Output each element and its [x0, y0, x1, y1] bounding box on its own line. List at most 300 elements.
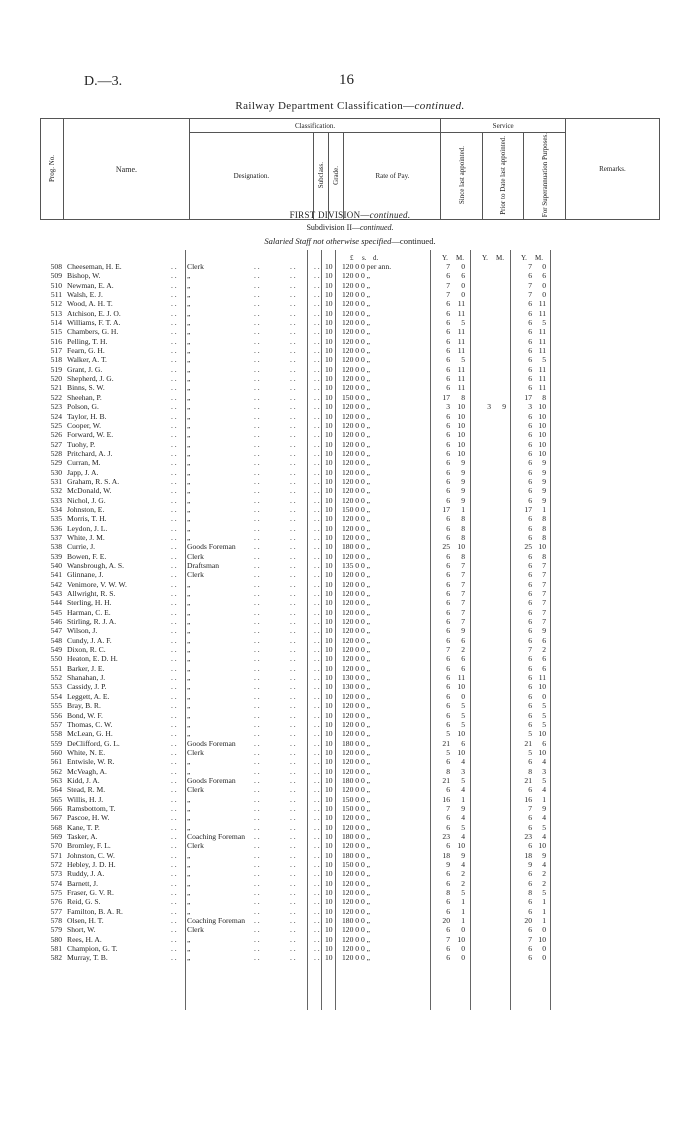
employee-name: White, N. E.	[67, 747, 106, 757]
since-months: 11	[457, 299, 465, 309]
table-row	[40, 925, 660, 934]
designation: Clerk	[187, 262, 204, 271]
prog-no: 511	[50, 290, 62, 300]
prog-no: 575	[50, 888, 62, 898]
super-years: 8	[528, 766, 532, 776]
super-months: 6	[542, 271, 546, 281]
rate-of-pay: 120 0 0 „	[342, 953, 371, 963]
since-months: 7	[461, 561, 465, 570]
grade: 10	[325, 794, 333, 804]
since-years: 6	[446, 925, 450, 935]
table-row	[40, 813, 660, 822]
leader-dots: . .	[290, 542, 296, 552]
leader-dots: . .	[314, 458, 320, 468]
super-months: 2	[542, 645, 546, 655]
since-years: 20	[442, 916, 450, 926]
grade: 10	[325, 635, 333, 645]
prog-no: 526	[50, 430, 62, 440]
grade: 10	[325, 346, 333, 356]
leader-dots: . .	[314, 934, 320, 944]
leader-dots: . .	[254, 495, 260, 505]
grade: 10	[325, 280, 333, 290]
super-years: 6	[528, 785, 532, 795]
leader-dots: . .	[254, 318, 260, 328]
prog-no: 553	[50, 682, 62, 692]
designation: „	[187, 906, 191, 916]
employee-name: Champion, G. T.	[67, 944, 118, 954]
super-years: 6	[528, 617, 532, 627]
leader-dots: . .	[171, 766, 177, 776]
since-years: 8	[446, 888, 450, 898]
table-row	[40, 524, 660, 533]
super-months: 7	[542, 598, 546, 608]
prog-no: 555	[50, 701, 62, 711]
employee-name: Dixon, R. C.	[67, 645, 106, 655]
prog-no: 568	[50, 822, 62, 832]
since-years: 8	[446, 766, 450, 776]
employee-name: Tuohy, P.	[67, 439, 96, 449]
super-years: 6	[528, 906, 532, 916]
grade: 10	[325, 757, 333, 767]
grade: 10	[325, 673, 333, 683]
designation: „	[187, 411, 191, 421]
leader-dots: . .	[290, 822, 296, 832]
leader-dots: . .	[290, 570, 296, 580]
designation: „	[187, 757, 191, 767]
prog-no: 532	[50, 486, 62, 496]
table-row	[40, 626, 660, 635]
table-row	[40, 552, 660, 561]
table-row	[40, 869, 660, 878]
since-years: 6	[446, 383, 450, 393]
leader-dots: . .	[171, 860, 177, 869]
prog-no: 508	[50, 262, 62, 271]
leader-dots: . .	[314, 953, 320, 963]
leader-dots: . .	[254, 598, 260, 608]
leader-dots: . .	[314, 635, 320, 645]
prog-no: 513	[50, 308, 62, 318]
staff-list	[40, 262, 660, 963]
rate-of-pay: 180 0 0 „	[342, 831, 371, 841]
designation: „	[187, 710, 191, 720]
super-months: 0	[542, 944, 546, 954]
employee-name: Murray, T. B.	[67, 953, 108, 963]
employee-name: Allwright, R. S.	[67, 589, 116, 599]
designation: Coaching Foreman	[187, 916, 245, 926]
leader-dots: . .	[171, 869, 177, 879]
grade: 10	[325, 411, 333, 421]
designation: „	[187, 448, 191, 458]
table-row	[40, 533, 660, 542]
since-years: 6	[446, 271, 450, 281]
leader-dots: . .	[171, 710, 177, 720]
rate-of-pay: 120 0 0 „	[342, 514, 371, 524]
employee-name: Wood, A. H. T.	[67, 299, 113, 309]
page-identifier: D.—3.	[84, 74, 123, 89]
prog-no: 554	[50, 691, 62, 701]
leader-dots: . .	[290, 290, 296, 300]
since-months: 6	[461, 271, 465, 281]
leader-dots: . .	[314, 673, 320, 683]
since-years: 6	[446, 439, 450, 449]
grade: 10	[325, 785, 333, 795]
employee-name: McLean, G. H.	[67, 729, 113, 739]
table-row	[40, 682, 660, 691]
employee-name: Atchison, E. J. O.	[67, 308, 121, 318]
leader-dots: . .	[171, 925, 177, 935]
leader-dots: . .	[290, 579, 296, 589]
since-years: 6	[446, 476, 450, 486]
since-months: 10	[457, 934, 465, 944]
since-years: 6	[446, 523, 450, 533]
grade: 10	[325, 897, 333, 907]
leader-dots: . .	[290, 448, 296, 458]
employee-name: Bond, W. F.	[67, 710, 103, 720]
rate-of-pay: 120 0 0 „	[342, 318, 371, 328]
leader-dots: . .	[171, 682, 177, 692]
since-months: 5	[461, 710, 465, 720]
leader-dots: . .	[254, 402, 260, 412]
leader-dots: . .	[290, 663, 296, 673]
grade: 10	[325, 383, 333, 393]
leader-dots: . .	[314, 327, 320, 337]
leader-dots: . .	[254, 785, 260, 795]
super-months: 11	[538, 308, 546, 318]
table-row	[40, 617, 660, 626]
since-months: 1	[461, 906, 465, 916]
leader-dots: . .	[171, 299, 177, 309]
grade: 10	[325, 392, 333, 402]
since-years: 17	[442, 504, 450, 514]
leader-dots: . .	[314, 710, 320, 720]
designation: „	[187, 607, 191, 617]
leader-dots: . .	[171, 785, 177, 795]
table-row	[40, 570, 660, 579]
leader-dots: . .	[254, 738, 260, 748]
super-years: 6	[528, 869, 532, 879]
leader-dots: . .	[290, 476, 296, 486]
unit-prior-years: Y.	[482, 254, 488, 262]
leader-dots: . .	[290, 916, 296, 926]
employee-name: Polson, G.	[67, 402, 99, 412]
table-row	[40, 729, 660, 738]
table-row	[40, 281, 660, 290]
leader-dots: . .	[171, 916, 177, 926]
grade: 10	[325, 271, 333, 281]
prog-no: 562	[50, 766, 62, 776]
since-years: 6	[446, 785, 450, 795]
super-years: 6	[528, 299, 532, 309]
since-months: 9	[461, 626, 465, 636]
since-months: 6	[461, 663, 465, 673]
super-years: 6	[528, 430, 532, 440]
grade: 10	[325, 841, 333, 851]
since-months: 4	[461, 757, 465, 767]
leader-dots: . .	[254, 635, 260, 645]
prog-no: 534	[50, 504, 62, 514]
table-row	[40, 309, 660, 318]
table-row	[40, 823, 660, 832]
designation: Clerk	[187, 841, 204, 851]
employee-name: Stirling, R. J. A.	[67, 617, 117, 627]
designation: „	[187, 673, 191, 683]
super-months: 9	[542, 458, 546, 468]
super-years: 6	[528, 897, 532, 907]
leader-dots: . .	[314, 607, 320, 617]
leader-dots: . .	[254, 561, 260, 570]
since-months: 11	[457, 673, 465, 683]
super-months: 10	[538, 439, 546, 449]
since-years: 6	[446, 701, 450, 711]
employee-name: Grant, J. G.	[67, 364, 103, 374]
header-since-last: Since last appointed.	[441, 133, 482, 220]
leader-dots: . .	[171, 495, 177, 505]
prog-no: 579	[50, 925, 62, 935]
rate-of-pay: 120 0 0 „	[342, 635, 371, 645]
designation: „	[187, 467, 191, 477]
table-row	[40, 748, 660, 757]
super-years: 20	[524, 916, 532, 926]
leader-dots: . .	[290, 860, 296, 869]
leader-dots: . .	[314, 523, 320, 533]
employee-name: Barnett, J.	[67, 878, 99, 888]
leader-dots: . .	[171, 579, 177, 589]
since-months: 10	[457, 841, 465, 851]
leader-dots: . .	[314, 869, 320, 879]
rate-of-pay: 150 0 0 „	[342, 392, 371, 402]
leader-dots: . .	[254, 888, 260, 898]
since-years: 3	[446, 402, 450, 412]
rate-of-pay: 120 0 0 „	[342, 411, 371, 421]
leader-dots: . .	[314, 850, 320, 860]
since-months: 5	[461, 775, 465, 785]
employee-name: Shanahan, J.	[67, 673, 106, 683]
table-row	[40, 944, 660, 953]
prog-no: 558	[50, 729, 62, 739]
super-years: 6	[528, 691, 532, 701]
since-months: 0	[461, 280, 465, 290]
table-row	[40, 860, 660, 869]
rate-of-pay: 120 0 0 „	[342, 663, 371, 673]
leader-dots: . .	[254, 607, 260, 617]
leader-dots: . .	[171, 906, 177, 916]
since-years: 6	[446, 430, 450, 440]
leader-dots: . .	[171, 448, 177, 458]
since-years: 6	[446, 495, 450, 505]
since-years: 6	[446, 420, 450, 430]
super-months: 1	[542, 916, 546, 926]
employee-name: Walsh, E. J.	[67, 290, 103, 300]
table-row	[40, 449, 660, 458]
rate-of-pay: 120 0 0 „	[342, 719, 371, 729]
super-years: 6	[528, 486, 532, 496]
since-years: 21	[442, 738, 450, 748]
super-months: 0	[542, 262, 546, 271]
leader-dots: . .	[254, 589, 260, 599]
designation: „	[187, 794, 191, 804]
leader-dots: . .	[314, 392, 320, 402]
designation: „	[187, 476, 191, 486]
rate-of-pay: 120 0 0 „	[342, 757, 371, 767]
prog-no: 519	[50, 364, 62, 374]
leader-dots: . .	[254, 850, 260, 860]
rate-of-pay: 120 0 0 „	[342, 944, 371, 954]
super-years: 6	[528, 841, 532, 851]
prog-no: 545	[50, 607, 62, 617]
rate-of-pay: 180 0 0 „	[342, 542, 371, 552]
leader-dots: . .	[314, 944, 320, 954]
since-years: 6	[446, 364, 450, 374]
super-years: 6	[528, 364, 532, 374]
grade: 10	[325, 598, 333, 608]
super-years: 6	[528, 411, 532, 421]
super-months: 4	[542, 813, 546, 823]
since-years: 6	[446, 598, 450, 608]
grade: 10	[325, 729, 333, 739]
designation: Clerk	[187, 551, 204, 561]
staff-tail: —continued.	[391, 236, 436, 246]
super-years: 6	[528, 383, 532, 393]
grade: 10	[325, 953, 333, 963]
since-years: 6	[446, 906, 450, 916]
table-row	[40, 580, 660, 589]
leader-dots: . .	[171, 458, 177, 468]
rate-of-pay: 120 0 0 „	[342, 430, 371, 440]
rate-of-pay: 120 0 0 „	[342, 476, 371, 486]
since-years: 6	[446, 626, 450, 636]
super-months: 9	[542, 803, 546, 813]
leader-dots: . .	[290, 532, 296, 542]
leader-dots: . .	[314, 561, 320, 570]
since-months: 10	[457, 439, 465, 449]
since-months: 0	[461, 262, 465, 271]
leader-dots: . .	[171, 327, 177, 337]
employee-name: Cooper, W.	[67, 420, 102, 430]
since-years: 7	[446, 934, 450, 944]
grade: 10	[325, 532, 333, 542]
table-row	[40, 440, 660, 449]
designation: „	[187, 850, 191, 860]
designation: Clerk	[187, 747, 204, 757]
leader-dots: . .	[314, 906, 320, 916]
leader-dots: . .	[254, 869, 260, 879]
leader-dots: . .	[290, 794, 296, 804]
table-row	[40, 701, 660, 710]
leader-dots: . .	[290, 392, 296, 402]
super-years: 6	[528, 467, 532, 477]
rate-of-pay: 120 0 0 „	[342, 925, 371, 935]
leader-dots: . .	[290, 467, 296, 477]
employee-name: Morris, T. H.	[67, 514, 107, 524]
table-row	[40, 421, 660, 430]
since-months: 5	[461, 822, 465, 832]
leader-dots: . .	[290, 589, 296, 599]
super-months: 11	[538, 346, 546, 356]
table-row	[40, 412, 660, 421]
designation: „	[187, 934, 191, 944]
since-months: 7	[461, 617, 465, 627]
leader-dots: . .	[254, 411, 260, 421]
leader-dots: . .	[314, 532, 320, 542]
super-years: 6	[528, 635, 532, 645]
leader-dots: . .	[254, 570, 260, 580]
table-row	[40, 486, 660, 495]
employee-name: Heaton, E. D. H.	[67, 654, 118, 664]
leader-dots: . .	[290, 897, 296, 907]
designation: „	[187, 953, 191, 963]
grade: 10	[325, 514, 333, 524]
super-months: 9	[542, 476, 546, 486]
leader-dots: . .	[254, 682, 260, 692]
header-rate-of-pay: Rate of Pay.	[344, 133, 441, 220]
title-main: Railway Department Classification—	[235, 100, 415, 112]
designation: „	[187, 392, 191, 402]
since-years: 6	[446, 570, 450, 580]
rate-of-pay: 120 0 0 „	[342, 336, 371, 346]
designation: „	[187, 682, 191, 692]
prog-no: 537	[50, 532, 62, 542]
table-row	[40, 953, 660, 962]
super-months: 10	[538, 542, 546, 552]
rate-of-pay: 120 0 0 „	[342, 906, 371, 916]
prog-no: 539	[50, 551, 62, 561]
table-row	[40, 337, 660, 346]
employee-name: Forward, W. E.	[67, 430, 114, 440]
designation: „	[187, 486, 191, 496]
prog-no: 550	[50, 654, 62, 664]
since-years: 6	[446, 617, 450, 627]
leader-dots: . .	[254, 430, 260, 440]
super-years: 8	[528, 888, 532, 898]
rate-of-pay: 135 0 0 „	[342, 561, 371, 570]
prog-no: 540	[50, 561, 62, 570]
super-years: 6	[528, 355, 532, 365]
leader-dots: . .	[171, 570, 177, 580]
rate-of-pay: 120 0 0 „	[342, 299, 371, 309]
leader-dots: . .	[254, 523, 260, 533]
prog-no: 509	[50, 271, 62, 281]
leader-dots: . .	[290, 729, 296, 739]
leader-dots: . .	[314, 308, 320, 318]
since-years: 6	[446, 486, 450, 496]
leader-dots: . .	[314, 495, 320, 505]
since-months: 5	[461, 719, 465, 729]
leader-dots: . .	[314, 383, 320, 393]
leader-dots: . .	[171, 701, 177, 711]
super-months: 0	[542, 691, 546, 701]
leader-dots: . .	[254, 897, 260, 907]
grade: 10	[325, 542, 333, 552]
leader-dots: . .	[254, 626, 260, 636]
super-years: 6	[528, 346, 532, 356]
page-number: 16	[339, 72, 354, 88]
since-months: 10	[457, 542, 465, 552]
designation: „	[187, 645, 191, 655]
table-row	[40, 776, 660, 785]
designation: „	[187, 364, 191, 374]
prog-no: 564	[50, 785, 62, 795]
leader-dots: . .	[290, 374, 296, 384]
designation: „	[187, 729, 191, 739]
since-years: 6	[446, 719, 450, 729]
rate-of-pay: 120 0 0 „	[342, 626, 371, 636]
super-months: 7	[542, 589, 546, 599]
super-months: 4	[542, 757, 546, 767]
since-years: 6	[446, 458, 450, 468]
header-subclass: Subclass.	[314, 133, 329, 220]
prog-no: 544	[50, 598, 62, 608]
rate-of-pay: 120 0 0 „	[342, 607, 371, 617]
